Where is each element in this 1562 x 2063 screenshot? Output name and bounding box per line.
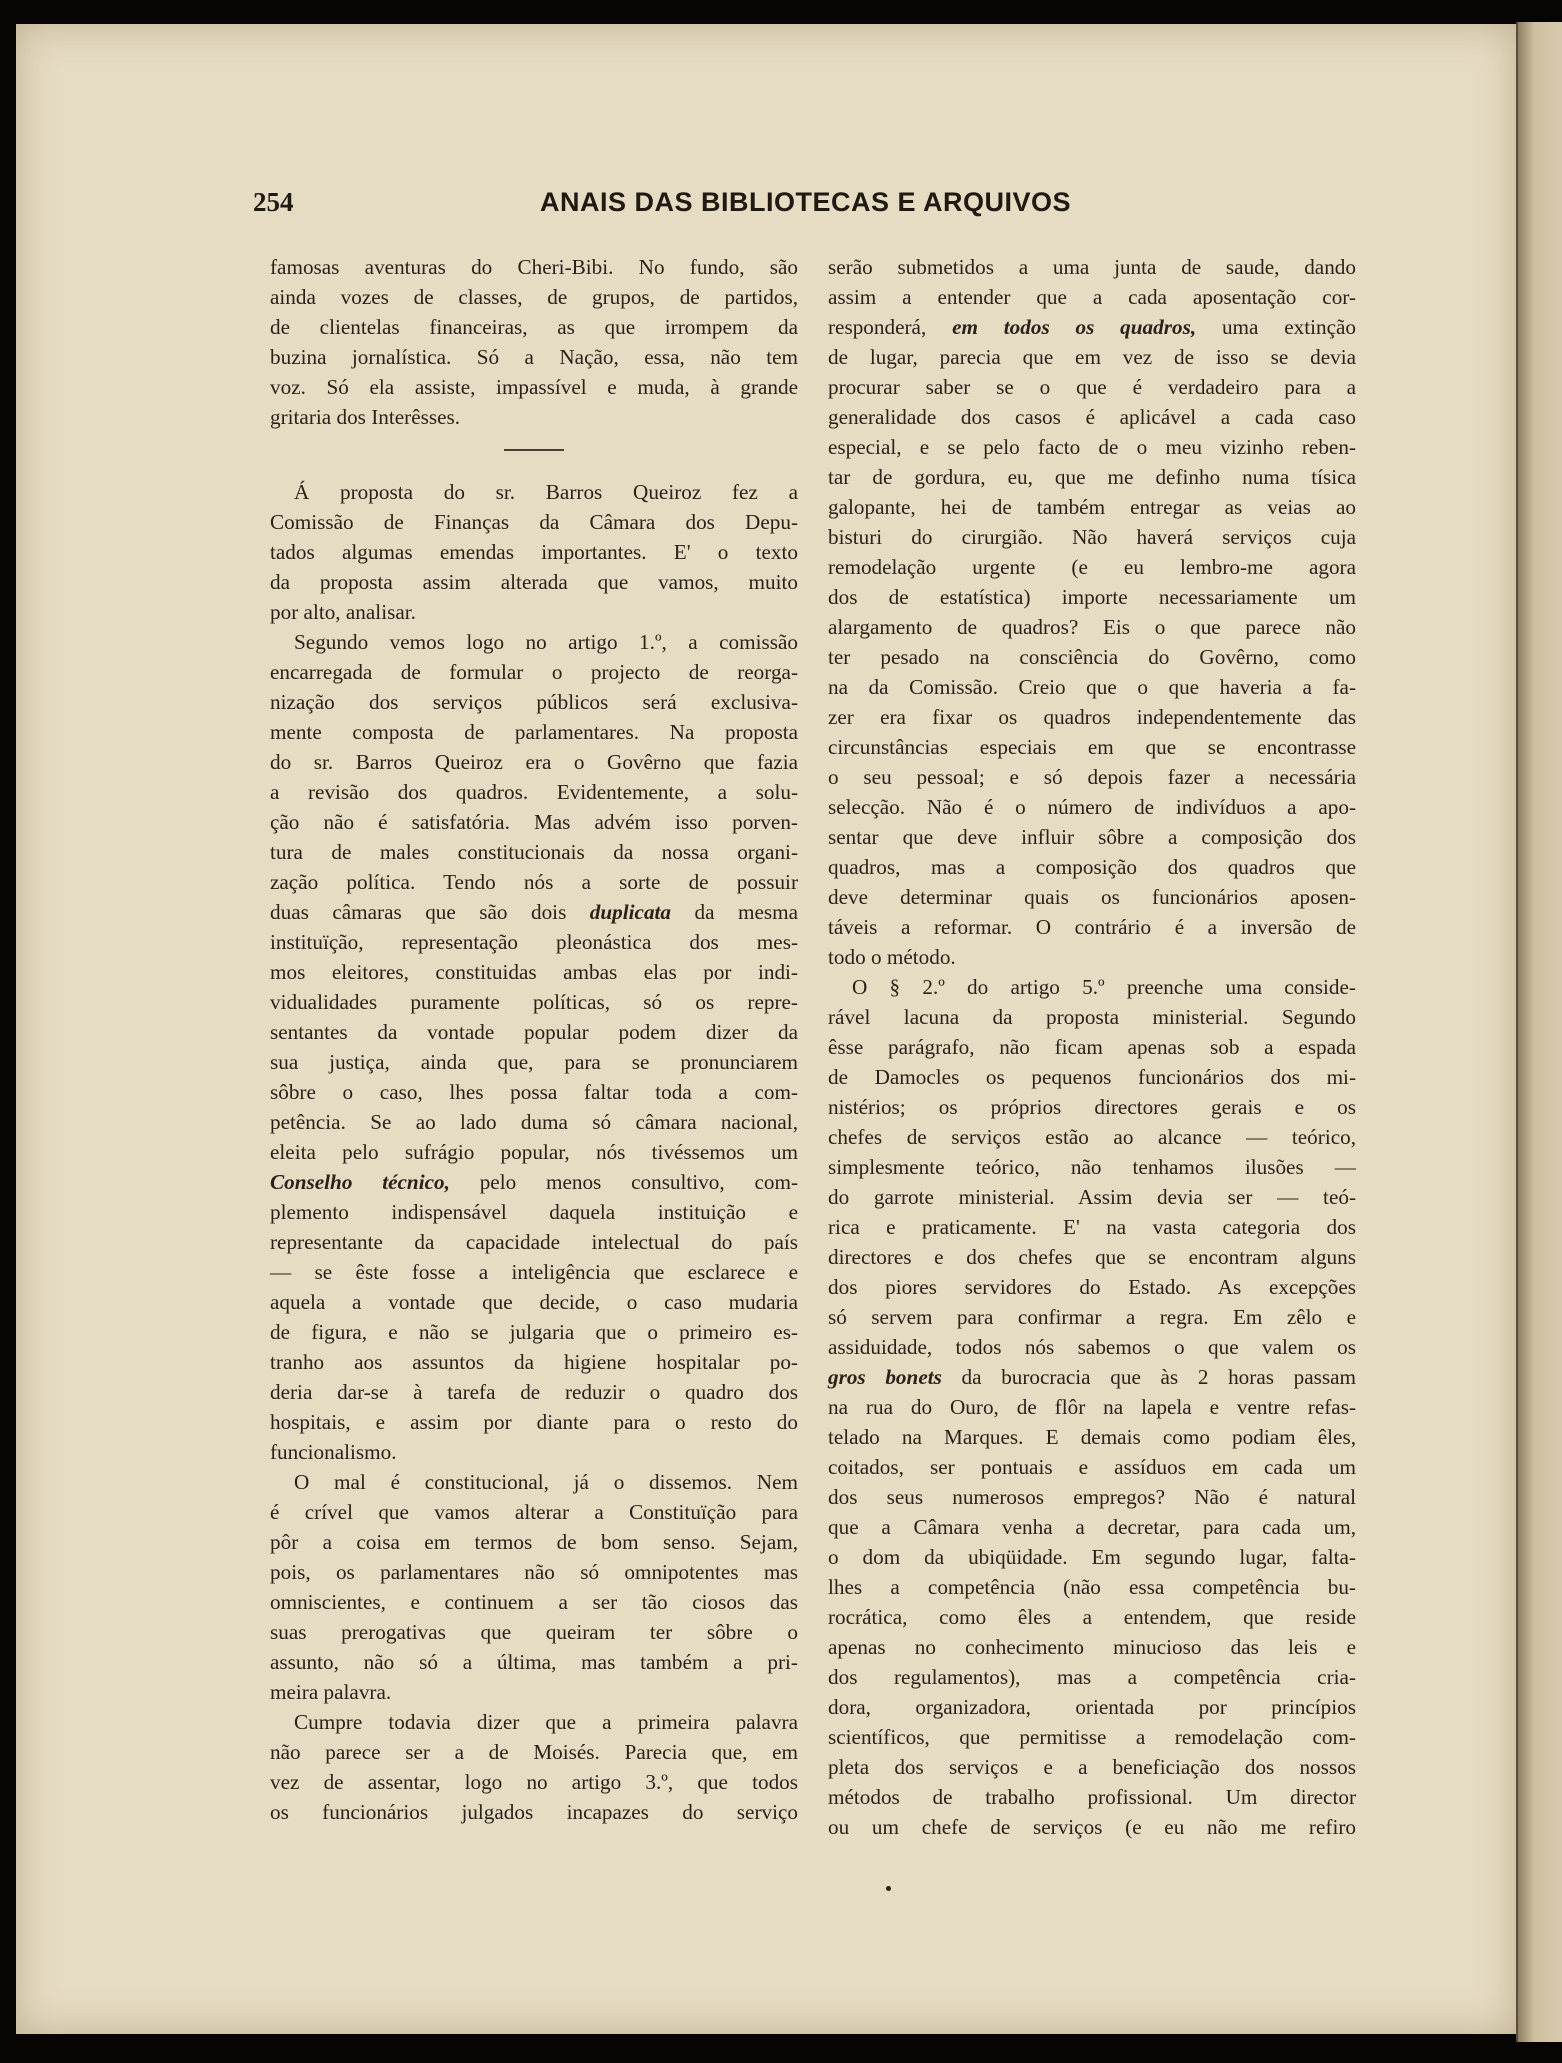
line-text: pleta dos serviços e a beneficiação dos nossos bbox=[828, 1755, 1356, 1779]
text-line bbox=[270, 1677, 798, 1707]
line-text: deria dar-se à tarefa de reduzir o quadro dos bbox=[270, 1380, 798, 1404]
text-line bbox=[828, 912, 1356, 942]
text-line bbox=[270, 1287, 798, 1317]
page-header bbox=[253, 187, 1358, 227]
line-text: chefes de serviços estão ao alcance — teórico, bbox=[828, 1125, 1356, 1149]
line-text: simplesmente teórico, não tenhamos ilusões — bbox=[828, 1155, 1356, 1179]
line-text: — se êste fosse a inteligência que esclarece e bbox=[270, 1260, 798, 1284]
line-text: apenas no conhecimento minucioso das leis e bbox=[828, 1635, 1356, 1659]
line-text-after: uma extinção bbox=[1221, 315, 1357, 339]
line-text: ção não é satisfatória. Mas advém isso porven- bbox=[270, 810, 798, 834]
text-line bbox=[828, 1782, 1356, 1812]
text-line bbox=[270, 627, 798, 657]
text-line bbox=[270, 717, 798, 747]
text-line bbox=[828, 1632, 1356, 1662]
text-line bbox=[828, 372, 1356, 402]
line-text: plemento indispensável daquela instituição e bbox=[270, 1200, 798, 1224]
line-text: remodelação urgente (e eu lembro-me agora bbox=[828, 555, 1356, 579]
line-text: Comissão de Finanças da Câmara dos Depu- bbox=[270, 510, 798, 534]
text-line bbox=[828, 1362, 1356, 1392]
text-line bbox=[270, 1227, 798, 1257]
text-line bbox=[270, 927, 798, 957]
line-text: rica e praticamente. E' na vasta categoria dos bbox=[828, 1215, 1356, 1239]
text-line bbox=[828, 942, 1356, 972]
text-line bbox=[828, 522, 1356, 552]
line-text: nização dos serviços públicos será exclusiva- bbox=[270, 690, 798, 714]
text-line bbox=[828, 1122, 1356, 1152]
text-line bbox=[828, 552, 1356, 582]
line-text: os funcionários julgados incapazes do serviço bbox=[270, 1800, 798, 1824]
line-text: sentar que deve influir sôbre a composição dos bbox=[828, 825, 1356, 849]
line-text: famosas aventuras do Cheri-Bibi. No fundo, são bbox=[270, 255, 798, 279]
line-text: tranho aos assuntos da higiene hospitalar po- bbox=[270, 1350, 798, 1374]
text-line bbox=[828, 1602, 1356, 1632]
text-line bbox=[828, 312, 1356, 342]
italic-phrase: Conselho técnico, bbox=[270, 1170, 450, 1194]
line-text: sôbre o caso, lhes possa faltar toda a com- bbox=[270, 1080, 798, 1104]
line-text: todo o método. bbox=[828, 945, 956, 969]
line-text: sua justiça, ainda que, para se pronunciarem bbox=[270, 1050, 798, 1074]
line-text: ter pesado na consciência do Govêrno, como bbox=[828, 645, 1356, 669]
text-line bbox=[828, 432, 1356, 462]
line-text: assunto, não só a última, mas também a pri- bbox=[270, 1650, 798, 1674]
section-divider bbox=[504, 449, 564, 451]
text-line bbox=[270, 252, 798, 282]
text-line bbox=[828, 1512, 1356, 1542]
line-text: não parece ser a de Moisés. Parecia que, em bbox=[270, 1740, 798, 1764]
text-line bbox=[270, 372, 798, 402]
line-text: galopante, hei de também entregar as veias ao bbox=[828, 495, 1356, 519]
line-text: ainda vozes de classes, de grupos, de partidos, bbox=[270, 285, 798, 309]
text-line bbox=[828, 1092, 1356, 1122]
text-line bbox=[270, 957, 798, 987]
line-text: assim a entender que a cada aposentação cor- bbox=[828, 285, 1356, 309]
text-line bbox=[270, 1647, 798, 1677]
text-line bbox=[270, 1017, 798, 1047]
line-text: da proposta assim alterada que vamos, muito bbox=[270, 570, 798, 594]
line-text: dora, organizadora, orientada por princípios bbox=[828, 1695, 1356, 1719]
line-text: do sr. Barros Queiroz era o Govêrno que fazia bbox=[270, 750, 798, 774]
line-text: rável lacuna da proposta ministerial. Segundo bbox=[828, 1005, 1356, 1029]
text-line bbox=[270, 1737, 798, 1767]
line-text: assiduidade, todos nós sabemos o que valem os bbox=[828, 1335, 1356, 1359]
line-text: directores e dos chefes que se encontram alguns bbox=[828, 1245, 1356, 1269]
line-text: voz. Só ela assiste, impassível e muda, à grande bbox=[270, 375, 798, 399]
line-text: a revisão dos quadros. Evidentemente, a solu- bbox=[270, 780, 798, 804]
line-text: Á proposta do sr. Barros Queiroz fez a bbox=[294, 480, 798, 504]
text-line bbox=[828, 1662, 1356, 1692]
text-line bbox=[270, 402, 798, 432]
text-line bbox=[828, 462, 1356, 492]
line-text: o dom da ubiqüidade. Em segundo lugar, falta- bbox=[828, 1545, 1356, 1569]
text-line bbox=[270, 1137, 798, 1167]
text-line bbox=[270, 687, 798, 717]
text-line bbox=[828, 1752, 1356, 1782]
line-text: êsse parágrafo, não ficam apenas sob a espada bbox=[828, 1035, 1356, 1059]
line-text: zação política. Tendo nós a sorte de possuir bbox=[270, 870, 798, 894]
text-line bbox=[270, 1347, 798, 1377]
text-line bbox=[270, 867, 798, 897]
text-line bbox=[270, 1107, 798, 1137]
text-line bbox=[270, 1617, 798, 1647]
text-line bbox=[270, 837, 798, 867]
line-text: generalidade dos casos é aplicável a cada caso bbox=[828, 405, 1356, 429]
text-line bbox=[270, 507, 798, 537]
line-text: omniscientes, e continuem a ser tão ciosos das bbox=[270, 1590, 798, 1614]
text-line bbox=[270, 897, 798, 927]
text-line bbox=[828, 702, 1356, 732]
line-text: mos eleitores, constituidas ambas elas por indi- bbox=[270, 960, 798, 984]
line-text: Segundo vemos logo no artigo 1.º, a comissão bbox=[294, 630, 798, 654]
line-text: hospitais, e assim por diante para o resto do bbox=[270, 1410, 798, 1434]
text-line bbox=[270, 567, 798, 597]
text-line bbox=[828, 342, 1356, 372]
text-line bbox=[270, 312, 798, 342]
line-text: circunstâncias especiais em que se encontrasse bbox=[828, 735, 1356, 759]
line-text: deve determinar quais os funcionários aposen- bbox=[828, 885, 1356, 909]
line-text: ou um chefe de serviços (e eu não me refiro bbox=[828, 1815, 1356, 1839]
line-text: por alto, analisar. bbox=[270, 600, 416, 624]
text-line bbox=[828, 1062, 1356, 1092]
text-line bbox=[828, 972, 1356, 1002]
line-text: pôr a coisa em termos de bom senso. Sejam, bbox=[270, 1530, 798, 1554]
line-text: de clientelas financeiras, as que irrompem da bbox=[270, 315, 798, 339]
text-line bbox=[828, 1692, 1356, 1722]
line-text: bisturi do cirurgião. Não haverá serviços cuja bbox=[828, 525, 1356, 549]
line-text: dos regulamentos), mas a competência cria- bbox=[828, 1665, 1356, 1689]
right-text-column bbox=[828, 252, 1356, 1842]
line-text: responderá, bbox=[828, 315, 927, 339]
text-line bbox=[270, 1497, 798, 1527]
text-line bbox=[828, 792, 1356, 822]
text-line bbox=[828, 882, 1356, 912]
text-line bbox=[828, 1812, 1356, 1842]
text-line bbox=[270, 1257, 798, 1287]
text-line bbox=[270, 987, 798, 1017]
line-text: dos de estatística) importe necessariamente um bbox=[828, 585, 1356, 609]
text-line bbox=[270, 1587, 798, 1617]
text-line bbox=[828, 1572, 1356, 1602]
line-text: lhes a competência (não essa competência bu- bbox=[828, 1575, 1356, 1599]
line-text: rocrática, como êles a entendem, que reside bbox=[828, 1605, 1356, 1629]
text-line bbox=[828, 1302, 1356, 1332]
line-text: nistérios; os próprios directores gerais e os bbox=[828, 1095, 1356, 1119]
text-line bbox=[828, 402, 1356, 432]
line-text: métodos de trabalho profissional. Um director bbox=[828, 1785, 1356, 1809]
text-line bbox=[270, 597, 798, 627]
text-line bbox=[270, 477, 798, 507]
text-line bbox=[270, 1557, 798, 1587]
text-line bbox=[270, 1767, 798, 1797]
line-text: procurar saber se o que é verdadeiro para a bbox=[828, 375, 1356, 399]
italic-phrase: em todos os quadros, bbox=[952, 315, 1197, 339]
ink-dot bbox=[886, 1886, 891, 1891]
line-text: zer era fixar os quadros independentemente das bbox=[828, 705, 1356, 729]
line-text: especial, e se pelo facto de o meu vizinho reben- bbox=[828, 435, 1356, 459]
italic-phrase: gros bonets bbox=[828, 1365, 942, 1389]
line-text: vez de assentar, logo no artigo 3.º, que todos bbox=[270, 1770, 798, 1794]
text-line bbox=[828, 1482, 1356, 1512]
text-line bbox=[828, 1422, 1356, 1452]
line-text: é crível que vamos alterar a Constituïção para bbox=[270, 1500, 798, 1524]
line-text: mente composta de parlamentares. Na proposta bbox=[270, 720, 798, 744]
text-line bbox=[828, 582, 1356, 612]
line-text: representante da capacidade intelectual do país bbox=[270, 1230, 798, 1254]
line-text: sentantes da vontade popular podem dizer da bbox=[270, 1020, 798, 1044]
text-line bbox=[828, 1332, 1356, 1362]
text-line bbox=[828, 642, 1356, 672]
line-text: buzina jornalística. Só a Nação, essa, não tem bbox=[270, 345, 798, 369]
text-line bbox=[270, 657, 798, 687]
line-text: petência. Se ao lado duma só câmara nacional, bbox=[270, 1110, 798, 1134]
line-text: coitados, ser pontuais e assíduos em cada um bbox=[828, 1455, 1356, 1479]
text-line bbox=[828, 492, 1356, 522]
text-line bbox=[828, 1272, 1356, 1302]
text-line bbox=[270, 777, 798, 807]
line-text: tar de gordura, eu, que me definho numa tísica bbox=[828, 465, 1356, 489]
line-text: pois, os parlamentares não só omnipotentes mas bbox=[270, 1560, 798, 1584]
adjacent-page-edge bbox=[1516, 22, 1562, 2042]
line-text: aquela a vontade que decide, o caso mudaria bbox=[270, 1290, 798, 1314]
italic-phrase: duplicata bbox=[589, 900, 672, 924]
line-text: que a Câmara venha a decretar, para cada um, bbox=[828, 1515, 1356, 1539]
left-text-column bbox=[270, 252, 798, 1827]
text-line bbox=[828, 1722, 1356, 1752]
line-text: O § 2.º do artigo 5.º preenche uma conside- bbox=[852, 975, 1356, 999]
text-line bbox=[270, 282, 798, 312]
text-line bbox=[828, 252, 1356, 282]
line-text: táveis a reformar. O contrário é a inversão de bbox=[828, 915, 1356, 939]
text-line bbox=[828, 1182, 1356, 1212]
text-line bbox=[828, 1002, 1356, 1032]
line-text: encarregada de formular o projecto de reorga- bbox=[270, 660, 798, 684]
line-text: alargamento de quadros? Eis o que parece não bbox=[828, 615, 1356, 639]
line-text: scientíficos, que permitisse a remodelação com- bbox=[828, 1725, 1356, 1749]
text-line bbox=[270, 1467, 798, 1497]
line-text: gritaria dos Interêsses. bbox=[270, 405, 461, 429]
line-text: tados algumas emendas importantes. E' o texto bbox=[270, 540, 798, 564]
text-line bbox=[270, 747, 798, 777]
text-line bbox=[828, 1212, 1356, 1242]
line-text-after: da mesma bbox=[694, 900, 799, 924]
text-line bbox=[828, 1542, 1356, 1572]
text-line bbox=[828, 852, 1356, 882]
line-text-after: pelo menos consultivo, com- bbox=[479, 1170, 799, 1194]
line-text: meira palavra. bbox=[270, 1680, 392, 1704]
text-line bbox=[270, 1407, 798, 1437]
line-text-after: da burocracia que às 2 horas passam bbox=[961, 1365, 1357, 1389]
line-text: o seu pessoal; e só depois fazer a necessária bbox=[828, 765, 1356, 789]
text-line bbox=[828, 762, 1356, 792]
text-line bbox=[270, 1377, 798, 1407]
line-text: na rua do Ouro, de flôr na lapela e ventre refas- bbox=[828, 1395, 1356, 1419]
text-line bbox=[270, 1707, 798, 1737]
text-line bbox=[828, 282, 1356, 312]
text-line bbox=[270, 1047, 798, 1077]
text-line bbox=[828, 822, 1356, 852]
line-text: na da Comissão. Creio que o que haveria a fa- bbox=[828, 675, 1356, 699]
line-text: de Damocles os pequenos funcionários dos mi- bbox=[828, 1065, 1356, 1089]
line-text: dos piores servidores do Estado. As excepções bbox=[828, 1275, 1356, 1299]
text-line bbox=[270, 807, 798, 837]
line-text: duas câmaras que são dois bbox=[270, 900, 567, 924]
line-text: serão submetidos a uma junta de saude, dando bbox=[828, 255, 1356, 279]
text-line bbox=[270, 342, 798, 372]
text-line bbox=[828, 672, 1356, 702]
line-text: O mal é constitucional, já o dissemos. Nem bbox=[294, 1470, 798, 1494]
text-line bbox=[270, 1167, 798, 1197]
text-line bbox=[270, 1077, 798, 1107]
text-line bbox=[828, 1392, 1356, 1422]
page-number: 254 bbox=[253, 187, 294, 217]
text-line bbox=[828, 1452, 1356, 1482]
line-text: selecção. Não é o número de indivíduos a apo- bbox=[828, 795, 1356, 819]
line-text: de lugar, parecia que em vez de isso se devia bbox=[828, 345, 1356, 369]
text-line bbox=[270, 1527, 798, 1557]
line-text: suas prerogativas que queiram ter sôbre o bbox=[270, 1620, 798, 1644]
line-text: só servem para confirmar a regra. Em zêlo e bbox=[828, 1305, 1356, 1329]
line-text: Cumpre todavia dizer que a primeira palavra bbox=[294, 1710, 798, 1734]
text-line bbox=[828, 1152, 1356, 1182]
text-line bbox=[828, 612, 1356, 642]
running-title: ANAIS DAS BIBLIOTECAS E ARQUIVOS bbox=[539, 187, 1072, 217]
text-line bbox=[828, 732, 1356, 762]
line-text: dos seus numerosos empregos? Não é natural bbox=[828, 1485, 1356, 1509]
text-line bbox=[270, 1797, 798, 1827]
line-text: eleita pelo sufrágio popular, nós tivéssemos um bbox=[270, 1140, 798, 1164]
line-text: vidualidades puramente políticas, só os repre- bbox=[270, 990, 798, 1014]
line-text: funcionalismo. bbox=[270, 1440, 397, 1464]
text-line bbox=[270, 1437, 798, 1467]
text-line bbox=[828, 1242, 1356, 1272]
text-line bbox=[270, 1317, 798, 1347]
line-text: instituïção, representação pleonástica dos mes- bbox=[270, 930, 798, 954]
line-text: do garrote ministerial. Assim devia ser — teó- bbox=[828, 1185, 1356, 1209]
text-line bbox=[270, 537, 798, 567]
text-line bbox=[828, 1032, 1356, 1062]
line-text: tura de males constitucionais da nossa organi- bbox=[270, 840, 798, 864]
line-text: telado na Marques. E demais como podiam êles, bbox=[828, 1425, 1356, 1449]
text-line bbox=[270, 1197, 798, 1227]
line-text: quadros, mas a composição dos quadros que bbox=[828, 855, 1356, 879]
line-text: de figura, e não se julgaria que o primeiro es- bbox=[270, 1320, 798, 1344]
